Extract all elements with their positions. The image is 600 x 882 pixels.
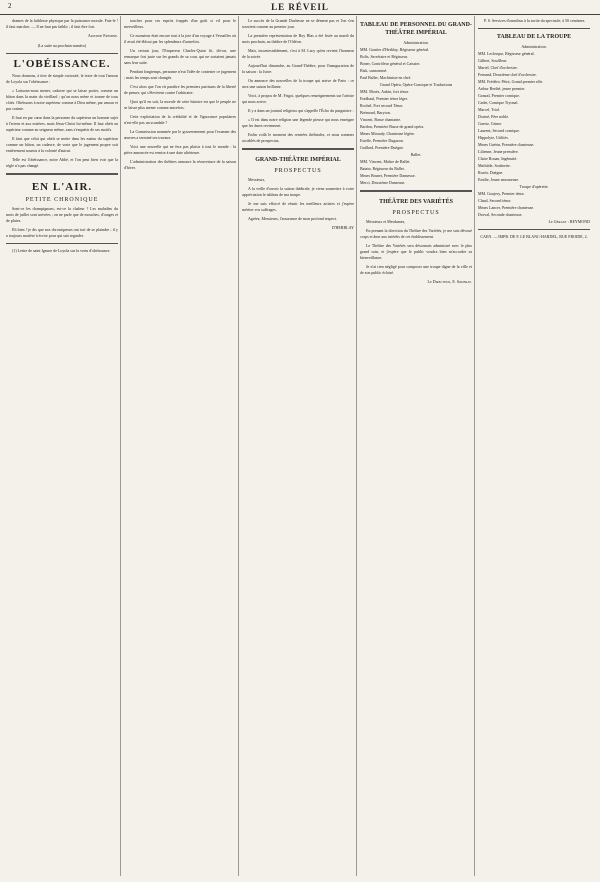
article-text: Il y a dans un journal religieux qui s'appelle l'Écho du purgatoire :: [248, 108, 354, 113]
list-item: Martel, Chef d'orchestre.: [478, 65, 518, 70]
list-item: Boner, Contrôleur général et Caissier.: [360, 61, 421, 66]
list-item: Claire Rouan, Ingénuité.: [478, 156, 518, 161]
page-header: [0, 0, 600, 15]
list-item: Bardon, Première Basse de grand opéra.: [360, 124, 425, 129]
byline: Aristide Frémine.: [87, 33, 118, 38]
article-text: Il faut que celui qui obéit se mette dans les mains du supérieur comme un bâton, un cadavre, de sorte que le jugement propre soit entièrement soumis à la volonté d'autrui.: [6, 136, 118, 153]
signature: Le Directeur, E. Soubrat.: [427, 279, 472, 284]
article-text: La Commission nommée par le gouvernement pour l'examen des œuvres a terminé ses travaux.: [124, 129, 236, 140]
section-title: TABLEAU DE LA TROUPE: [496, 34, 572, 40]
article-text: Telle est l'obéissance, notre Abbé, et l'on peut bien voir que la règle n'a pas changé.: [6, 157, 118, 168]
list-item: Rochel, Fort second Ténor.: [360, 103, 404, 108]
column-rule: [474, 16, 475, 876]
article-text: Quoi qu'il en soit, la morale de cette histoire est que le peuple ne se laisse plus mener comme autrefois.: [124, 99, 236, 110]
list-item: Gaillard, Première Duègne.: [360, 145, 404, 150]
section-title: EN L'AIR.: [31, 181, 93, 193]
article-text: Mais, incontestablement, c'est à M. Lacy qu'en revient l'honneur de la soirée.: [242, 48, 354, 59]
salutation: Messieurs,: [248, 177, 266, 182]
article-text: Nous donnons, à titre de simple curiosité, le texte de tout l'amour de Loyola sur l'obéissance :: [6, 73, 118, 84]
list-item: Mmes Brunet, Première Danseuse.: [360, 173, 416, 178]
list-item: Emilie, Jeune amoureuse.: [478, 177, 520, 182]
list-item: Estelle, Première Dugazon.: [360, 138, 404, 143]
article-text: Il faut en par cœur dans la personne du supérieur un homme sujet à l'erreur et aux misères, mais Jésus-Christ lui-même. Il faut obéir au supérieur comme au seigneur même, sans s'enquérir de ses motifs.: [6, 115, 118, 132]
list-item: Roséa, Duègne.: [478, 170, 504, 175]
list-item: Brémond, Baryton.: [360, 110, 391, 115]
list-item: MM. Vincent, Maître de Ballet.: [360, 159, 411, 164]
list-item: Laurent, Second comique.: [478, 128, 520, 133]
list-item: Dorval, Seconde chanteuse.: [478, 212, 523, 217]
section-heading: Troupe d'opérette.: [519, 184, 549, 189]
list-item: MM. Gontier d'Herblay, Régisseur général.: [360, 47, 430, 52]
article-text: Le Théâtre des Variétés sera désormais administré avec le plus grand soin, et j'espère que le public voudra bien m'accorder sa bienveillance.: [360, 243, 472, 260]
divider: [6, 243, 118, 244]
column-1: [6, 18, 118, 876]
section-title: THÉÂTRE DES VARIÉTÉS: [379, 199, 453, 205]
article-text: Cette exploitation de la crédulité et de l'ignorance populaires n'est-elle pas un scandale ?: [124, 114, 236, 125]
column-3: [242, 18, 354, 876]
list-item: Bisk, surnommé.: [360, 68, 388, 73]
article-text: Eh bien ! je dis que nos chroniqueurs ont tort de se plaindre ; il y a toujours matière à écrire pour qui sait regarder.: [6, 227, 118, 238]
column-rule: [120, 16, 121, 876]
list-item: Mmes Lancer, Première chanteuse.: [478, 205, 535, 210]
article-text: Enfin voilà le moment des rentrées théâtrales, et nous sommes accablés de prospectus.: [242, 132, 354, 143]
column-4: [360, 18, 472, 876]
article-text: L'administration des théâtres annonce la réouverture de la saison d'hiver.: [124, 159, 236, 170]
section-title: TABLEAU DE PERSONNEL DU GRAND-THÉÂTRE IMPÉRIAL: [360, 22, 472, 36]
article-text: Un certain jour, l'Empereur Charles-Quint fit, dit-on, une remarque fort juste sur les grands de sa cour, qui ne sortaient jamais sans leur suite.: [124, 48, 236, 65]
staff-list: [360, 159, 472, 186]
staff-list: [360, 47, 472, 81]
column-2: [124, 18, 236, 876]
staff-list: [478, 51, 590, 78]
list-item: Gonzal, Premier comique.: [478, 93, 520, 98]
list-item: Doriné, Père noble.: [478, 114, 510, 119]
article-text: Sont-ce les champignons, est-ce la chaleur ? Les maladies du mois de juillet sont arrivées ; on ne parle que de mouches, d'orages et de pluies.: [6, 206, 118, 223]
article-text: toucher pour ces esprits frappés d'un goût si vif pour le merveilleux.: [124, 18, 236, 29]
salutation: Messieurs et Mesdames,: [366, 219, 406, 224]
article-text: Le succès de la Grande Duchesse ne se dément pas et l'on s'en souvient comme au premier jour.: [242, 18, 354, 29]
article-text: On annonce des nouvelles de la troupe qui arrive de Paris : ce sera une saison brillante.: [242, 78, 354, 89]
section-subtitle: PROSPECTUS: [392, 210, 440, 216]
column-rule: [356, 16, 357, 876]
article-text: C'est alors que l'on vit paraître les premiers partisans de la liberté de penser, qui s'élevèrent contre l'arbitraire.: [124, 84, 236, 95]
signature: D'HERBLAY: [331, 225, 354, 230]
section-subtitle: PETITE CHRONIQUE: [25, 197, 99, 203]
divider: [478, 229, 590, 230]
divider: [478, 28, 590, 29]
article-text: La première représentation de Roy Blas a été fixée au mardi du mois prochain, au théâtre de l'Odéon.: [242, 33, 354, 44]
article-text: Je n'ai rien négligé pour composer une troupe digne de la ville et de son public éclairé.: [360, 264, 472, 275]
article-text: Voici, à propos de M. Frigot, quelques renseignements sur l'artiste qui nous arrive.: [242, 93, 354, 104]
divider: [6, 53, 118, 54]
staff-list: [478, 79, 590, 141]
list-item: Fernand, Deuxième chef d'orchestre.: [478, 72, 537, 77]
section-heading: Grand Opéra, Opéra-Comique et Traductions: [379, 82, 453, 87]
list-item: Hippolyte, Utilités.: [478, 135, 509, 140]
section-heading: Ballet.: [410, 152, 422, 157]
article-text: Ce monsieur était encore tout à la joie d'un voyage à Versailles où il avait été ébloui par les splendeurs d'autrefois.: [124, 33, 236, 44]
divider: [242, 148, 354, 152]
list-item: Vincent, Basse chantante.: [360, 117, 402, 122]
list-item: Merci, Deuxième Danseuse.: [360, 180, 406, 185]
list-item: Gilbert, Souffleur.: [478, 58, 508, 63]
list-item: Marcel, Trial.: [478, 107, 500, 112]
article-text: « Il est dans notre religion une légende pieuse qui nous enseigne que les âmes reviennent.: [242, 117, 354, 128]
section-heading: Administration.: [521, 44, 547, 49]
list-item: Mmes Miraudy, Chanteuse légère.: [360, 131, 415, 136]
list-item: Lilienne, Jeune première.: [478, 149, 519, 154]
list-item: Batain, Régisseur du Ballet.: [360, 166, 405, 171]
staff-list: [478, 191, 590, 218]
article-text: Agréez, Messieurs, l'assurance de mon profond respect.: [248, 216, 338, 221]
column-rule: [238, 16, 239, 876]
staff-list: [360, 89, 472, 151]
article-text: P. S. Services d'omnibus à la sortie du spectacle, à 50 centimes.: [484, 18, 586, 23]
list-item: Fradhaul, Premier ténor léger.: [360, 96, 408, 101]
list-item: MM. Leclerque, Régisseur général.: [478, 51, 535, 56]
list-item: Cadet, Comique Tryonal.: [478, 100, 519, 105]
page-number: 2: [8, 2, 12, 10]
article-text: drames de la faiblesse physique par la puissance morale. Fais-le ! il faut marcher. — Il ne faut pas faiblir ; il faut être fort.: [6, 18, 118, 29]
list-item: Paul Baller, Machiniste en chef.: [360, 75, 412, 80]
column-5: [478, 18, 590, 876]
divider: [6, 173, 118, 177]
masthead: LE RÉVEIL: [271, 2, 329, 12]
article-text: « Laissons-nous mener, cadavre qui se laisse porter, comme un bâton dans la main du vieillard ; qu'on nous mène et tourne de tous côtés. Obéissons à notre supérieur comme à Dieu même, par amour et par crainte.: [6, 88, 118, 111]
article-text: A la veille d'ouvrir la saison théâtrale, je viens soumettre à votre appréciation le tableau de ma troupe.: [242, 186, 354, 197]
list-item: Claud, Second ténor.: [478, 198, 512, 203]
article-text: En prenant la direction du Théâtre des Variétés, je me suis dévoué corps et âme aux intérêts de cet établissement.: [360, 228, 472, 239]
printer-imprint: CAEN. — IMPR. DE F. LE BLANC-HARDEL, RUE FROIDE, 2.: [480, 234, 588, 239]
list-item: Arthur Berthé, jeune premier.: [478, 86, 526, 91]
list-item: MM. Frédéric Pétot, Grand premier rôle.: [478, 79, 544, 84]
gerant-signature: Le Gérant : REYMOND: [548, 219, 590, 224]
footnote: (1) Lettre de saint Ignace de Loyola sur la vertu d'obéissance.: [12, 248, 111, 253]
article-text: Aujourd'hui dimanche, au Grand-Théâtre, pour l'inauguration de la saison : la Juive.: [242, 63, 354, 74]
section-subtitle: PROSPECTUS: [274, 168, 322, 174]
list-item: MM. Morès, Aubin, fort ténor.: [360, 89, 409, 94]
section-heading: Administration.: [403, 40, 429, 45]
list-item: MM. Goujery, Premier ténor.: [478, 191, 525, 196]
staff-list: [478, 142, 590, 183]
article-title: L'OBÉISSANCE.: [13, 58, 111, 70]
divider: [360, 190, 472, 194]
continued-note: (La suite au prochain numéro): [37, 43, 87, 48]
article-text: Pendant longtemps, personne n'eut l'idée de contester ce jugement ; mais les temps sont changés.: [124, 69, 236, 80]
section-title: GRAND-THÉÂTRE IMPÉRIAL: [255, 157, 341, 163]
list-item: Mathilde, Soubrette.: [478, 163, 511, 168]
article-text: Je me suis efforcé de réunir les meilleurs artistes et j'espère mériter vos suffrages.: [242, 201, 354, 212]
list-item: Mmes Guérin, Première chanteuse.: [478, 142, 535, 147]
article-text: Voici une nouvelle qui ne fera pas plaisir à tout le monde : la pièce annoncée est remise à une date ultérieure.: [124, 144, 236, 155]
list-item: Guertz, Grime.: [478, 121, 503, 126]
list-item: Bolis, Secrétaire et Régisseur.: [360, 54, 408, 59]
